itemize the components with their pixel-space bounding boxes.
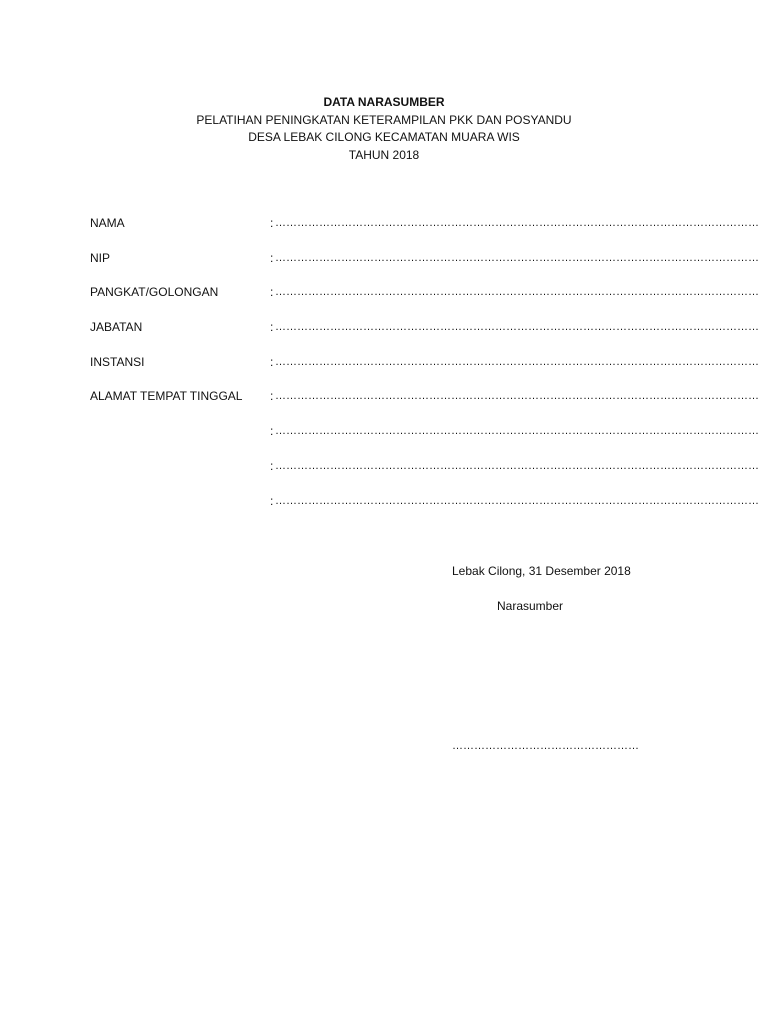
field-fill-alamat-2[interactable]: ……………………………………………………………………………………………………………………	[275, 425, 759, 438]
field-colon: :	[270, 216, 274, 230]
field-colon: :	[270, 285, 274, 300]
field-colon: :	[270, 458, 274, 473]
field-fill-alamat-3[interactable]: ……………………………………………………………………………………………………………………	[275, 459, 759, 472]
document-subtitle-location: DESA LEBAK CILONG KECAMATAN MUARA WIS	[248, 130, 520, 144]
signature-line[interactable]: ……………………………………………	[452, 740, 639, 752]
field-label-jabatan: JABATAN	[90, 320, 143, 335]
field-row-alamat-cont-3	[90, 493, 759, 528]
field-label-nip: NIP	[90, 250, 111, 265]
field-fill-pangkat-golongan[interactable]: ……………………………………………………………………………………………………………………	[275, 286, 759, 299]
field-fill-instansi[interactable]: ……………………………………………………………………………………………………………………	[275, 355, 759, 368]
field-colon: :	[270, 250, 274, 265]
field-colon: :	[270, 320, 274, 335]
document-header	[0, 94, 768, 164]
field-row-jabatan	[90, 319, 759, 354]
document-subtitle-training: PELATIHAN PENINGKATAN KETERAMPILAN PKK DAN POSYANDU	[196, 112, 572, 127]
field-colon: :	[270, 389, 274, 404]
form-fields	[90, 215, 759, 527]
field-colon: :	[270, 493, 274, 508]
field-row-alamat	[90, 388, 759, 423]
signature-place-date: Lebak Cilong, 31 Desember 2018	[452, 564, 631, 578]
field-fill-nip[interactable]: ……………………………………………………………………………………………………………………	[275, 251, 759, 264]
document-subtitle-year: TAHUN 2018	[348, 147, 420, 162]
field-row-alamat-cont-1	[90, 423, 759, 458]
field-label-instansi: INSTANSI	[90, 354, 145, 369]
field-row-nip	[90, 250, 759, 285]
field-colon: :	[270, 424, 274, 439]
field-row-pangkat-golongan	[90, 284, 759, 319]
document-title: DATA NARASUMBER	[323, 95, 445, 109]
field-colon: :	[270, 354, 274, 369]
field-row-instansi	[90, 354, 759, 389]
field-label-alamat: ALAMAT TEMPAT TINGGAL	[90, 389, 243, 404]
field-row-alamat-cont-2	[90, 458, 759, 493]
field-label-nama: NAMA	[90, 216, 125, 230]
field-fill-alamat-4[interactable]: ……………………………………………………………………………………………………………………	[275, 494, 759, 507]
field-fill-jabatan[interactable]: ……………………………………………………………………………………………………………………	[275, 321, 759, 334]
field-row-nama	[90, 215, 759, 250]
signature-role: Narasumber	[497, 599, 564, 613]
field-fill-nama[interactable]: ……………………………………………………………………………………………………………………	[275, 217, 759, 229]
field-fill-alamat-1[interactable]: ……………………………………………………………………………………………………………………	[275, 390, 759, 403]
field-label-pangkat-golongan: PANGKAT/GOLONGAN	[90, 285, 219, 300]
